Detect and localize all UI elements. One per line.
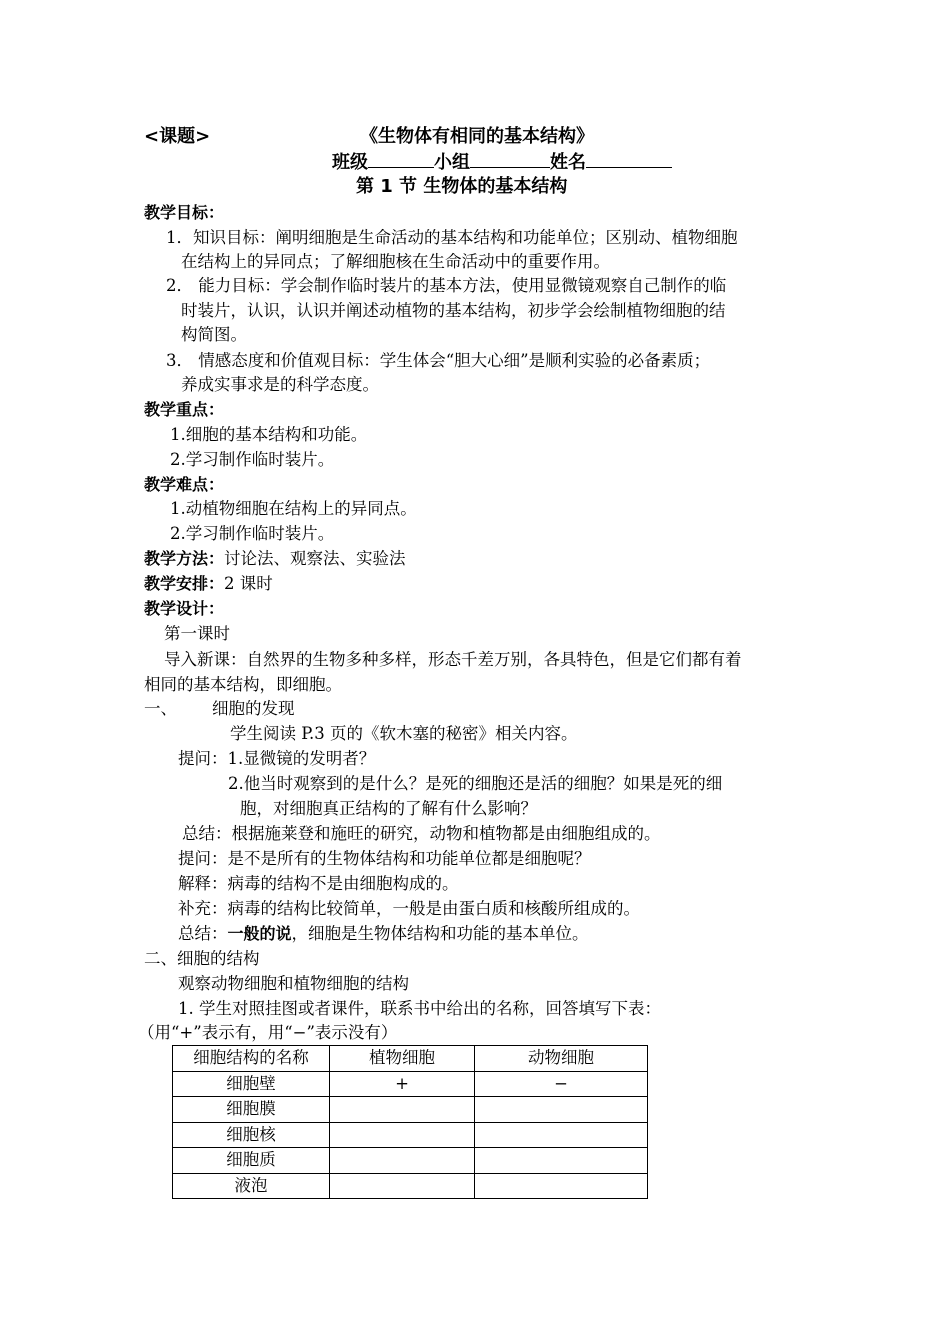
- schedule-label: 教学安排：: [144, 574, 225, 593]
- lesson-label: 第一课时: [164, 624, 230, 643]
- table-row: [173, 1122, 648, 1148]
- summary-line: [178, 922, 589, 946]
- class-label: 班级: [332, 152, 368, 173]
- student-info-line: [332, 149, 672, 176]
- question-line: 提问：是不是所有的生物体结构和功能单位都是细胞呢？: [178, 849, 591, 868]
- design-heading: 教学设计：: [144, 599, 225, 618]
- document-title: 《生物体有相同的基本结构》: [360, 126, 594, 147]
- section-title: 第 1 节 生物体的基本结构: [356, 176, 568, 197]
- table-cell[interactable]: +: [330, 1071, 475, 1097]
- summary-emphasis: 一般的说: [227, 924, 292, 943]
- table-cell[interactable]: [330, 1097, 475, 1123]
- question-line: 胞，对细胞真正结构的了解有什么影响？: [240, 799, 537, 818]
- objectives-heading: 教学目标：: [144, 203, 225, 222]
- schedule-value: 2 课时: [224, 574, 273, 593]
- methods-line: [144, 547, 406, 571]
- objective-line: 构简图。: [181, 325, 247, 344]
- table-cell[interactable]: −: [475, 1071, 648, 1097]
- difficulties-heading: 教学难点：: [144, 475, 225, 494]
- summary-rest: ，细胞是生物体结构和功能的基本单位。: [291, 924, 589, 943]
- observe-line: 观察动物细胞和植物细胞的结构: [178, 974, 409, 993]
- question-line: 2.他当时观察到的是什么？是死的细胞还是活的细胞？如果是死的细: [228, 774, 723, 793]
- table-cell[interactable]: [475, 1148, 648, 1174]
- table-cell[interactable]: [475, 1097, 648, 1123]
- summary-line: 总结：根据施莱登和施旺的研究，动物和植物都是由细胞组成的。: [182, 824, 661, 843]
- question-line: 提问：1.显微镜的发明者？: [178, 749, 376, 768]
- key-point-line: 2.学习制作临时装片。: [170, 450, 335, 469]
- table-header-row: [173, 1046, 648, 1072]
- table-header-cell: 细胞结构的名称: [173, 1046, 330, 1072]
- table-cell[interactable]: [330, 1148, 475, 1174]
- reading-line: 学生阅读 P.3 页的《软木塞的秘密》相关内容。: [230, 724, 578, 743]
- key-points-heading: 教学重点：: [144, 400, 225, 419]
- table-header-cell: 动物细胞: [475, 1046, 648, 1072]
- table-row: [173, 1148, 648, 1174]
- table-row: [173, 1173, 648, 1199]
- table-cell: 细胞质: [173, 1148, 330, 1174]
- table-cell: 细胞核: [173, 1122, 330, 1148]
- objective-line: 2． 能力目标：学会制作临时装片的基本方法，使用显微镜观察自己制作的临: [166, 276, 727, 295]
- cell-structure-table: [172, 1045, 648, 1199]
- explanation-line: 解释：病毒的结构不是由细胞构成的。: [178, 874, 459, 893]
- schedule-line: [144, 572, 273, 596]
- key-point-line: 1.细胞的基本结构和功能。: [170, 425, 368, 444]
- table-cell: 液泡: [173, 1173, 330, 1199]
- group-label: 小组: [434, 152, 470, 173]
- methods-label: 教学方法：: [144, 549, 225, 568]
- name-label: 姓名: [550, 152, 586, 173]
- topic-label: <课题>: [144, 126, 211, 147]
- objective-line: 时装片，认识，认识并阐述动植物的基本结构，初步学会绘制植物细胞的结: [181, 301, 726, 320]
- name-blank[interactable]: [586, 149, 672, 168]
- table-cell[interactable]: [330, 1173, 475, 1199]
- table-header-cell: 植物细胞: [330, 1046, 475, 1072]
- objective-line: 3． 情感态度和价值观目标：学生体会“胆大心细”是顺利实验的必备素质；: [166, 351, 711, 370]
- summary-prefix: 总结：: [178, 924, 228, 943]
- table-row: [173, 1097, 648, 1123]
- group-blank[interactable]: [470, 149, 550, 168]
- table-row: [173, 1071, 648, 1097]
- table-cell[interactable]: [475, 1173, 648, 1199]
- table-cell[interactable]: [330, 1122, 475, 1148]
- task-line: 1. 学生对照挂图或者课件，联系书中给出的名称，回答填写下表：: [178, 999, 661, 1018]
- objective-line: 养成实事求是的科学态度。: [181, 375, 379, 394]
- difficulty-line: 1.动植物细胞在结构上的异同点。: [170, 499, 417, 518]
- intro-line: 导入新课：自然界的生物多种多样，形态千差万别，各具特色，但是它们都有着: [164, 650, 742, 669]
- supplement-line: 补充：病毒的结构比较简单，一般是由蛋白质和核酸所组成的。: [178, 899, 640, 918]
- table-note: （用“+”表示有，用“−”表示没有）: [138, 1023, 398, 1042]
- section-two-title: 二、细胞的结构: [144, 949, 260, 968]
- objective-line: 在结构上的异同点；了解细胞核在生命活动中的重要作用。: [181, 252, 610, 271]
- class-blank[interactable]: [368, 149, 434, 168]
- section-one-number: 一、: [144, 699, 177, 718]
- table-cell: 细胞壁: [173, 1071, 330, 1097]
- methods-value: 讨论法、观察法、实验法: [224, 549, 406, 568]
- difficulty-line: 2.学习制作临时装片。: [170, 524, 335, 543]
- table-cell: 细胞膜: [173, 1097, 330, 1123]
- objective-line: 1．知识目标：阐明细胞是生命活动的基本结构和功能单位；区别动、植物细胞: [166, 228, 738, 247]
- table-cell[interactable]: [475, 1122, 648, 1148]
- intro-line: 相同的基本结构，即细胞。: [144, 675, 342, 694]
- section-one-title: 细胞的发现: [212, 699, 295, 718]
